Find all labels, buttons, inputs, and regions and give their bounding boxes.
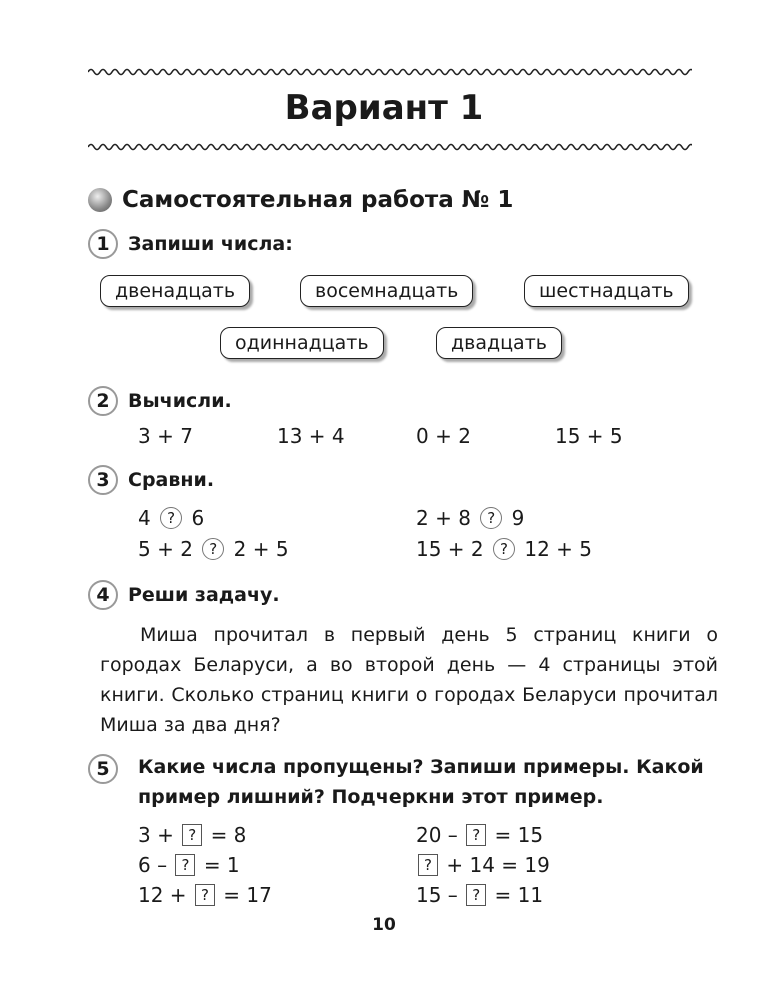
question-box: ? <box>466 884 486 906</box>
number-word-card: шестнадцать <box>524 275 689 307</box>
question-box: ? <box>418 854 438 876</box>
missing-number-example: 6 – ? = 1 <box>138 853 240 877</box>
question-box: ? <box>195 884 215 906</box>
task-label: Сравни. <box>128 469 215 491</box>
task-number-badge: 1 <box>88 229 118 259</box>
task-label: Реши задачу. <box>128 584 280 606</box>
task-number-badge: 2 <box>88 386 118 416</box>
question-circle: ? <box>493 538 515 560</box>
comparison: 2 + 8 ? 9 <box>416 506 525 530</box>
section-heading <box>88 187 513 213</box>
number-word-card: восемнадцать <box>300 275 473 307</box>
task-4-heading <box>88 580 280 610</box>
missing-number-example: 12 + ? = 17 <box>138 883 272 907</box>
section-title: Самостоятельная работа № 1 <box>122 187 514 213</box>
task-label: Запиши числа: <box>128 233 293 255</box>
missing-number-example: ? + 14 = 19 <box>416 853 550 877</box>
expression: 0 + 2 <box>416 424 471 448</box>
task-5-label: Какие числа пропущены? Запиши примеры. Какой пример лишний? Подчеркни этот пример. <box>138 756 704 808</box>
number-word-card: двадцать <box>436 327 562 359</box>
task-label: Вычисли. <box>128 390 232 412</box>
question-circle: ? <box>202 538 224 560</box>
task-number-badge: 4 <box>88 580 118 610</box>
wavy-divider-bottom <box>88 141 692 153</box>
task-1-heading <box>88 229 293 259</box>
comparison: 4 ? 6 <box>138 506 205 530</box>
question-circle: ? <box>480 507 502 529</box>
word-problem-text: Миша прочитал в первый день 5 страниц книги о городах Беларуси, а во второй день — 4 страницы этой книги. Сколько страниц книги о городах Беларуси прочитал Миша за два дня? <box>100 624 718 736</box>
number-word-card: двенадцать <box>100 275 250 307</box>
wavy-divider-top <box>88 66 692 78</box>
missing-number-example: 20 – ? = 15 <box>416 823 544 847</box>
task-3-heading <box>88 465 214 495</box>
page-number: 10 <box>372 915 396 935</box>
number-word-card: одиннадцать <box>220 327 384 359</box>
task-2-heading <box>88 386 232 416</box>
question-box: ? <box>182 824 202 846</box>
expression: 3 + 7 <box>138 424 193 448</box>
missing-number-example: 15 – ? = 11 <box>416 883 544 907</box>
bullet-ball-icon <box>88 188 112 212</box>
comparison: 15 + 2 ? 12 + 5 <box>416 537 593 561</box>
question-box: ? <box>175 854 195 876</box>
expression: 13 + 4 <box>277 424 345 448</box>
page-title: Вариант 1 <box>284 88 484 128</box>
expression: 15 + 5 <box>555 424 623 448</box>
question-circle: ? <box>160 507 182 529</box>
comparison: 5 + 2 ? 2 + 5 <box>138 537 289 561</box>
missing-number-example: 3 + ? = 8 <box>138 823 247 847</box>
question-box: ? <box>466 824 486 846</box>
task-number-badge: 3 <box>88 465 118 495</box>
task-number-badge: 5 <box>88 754 118 784</box>
